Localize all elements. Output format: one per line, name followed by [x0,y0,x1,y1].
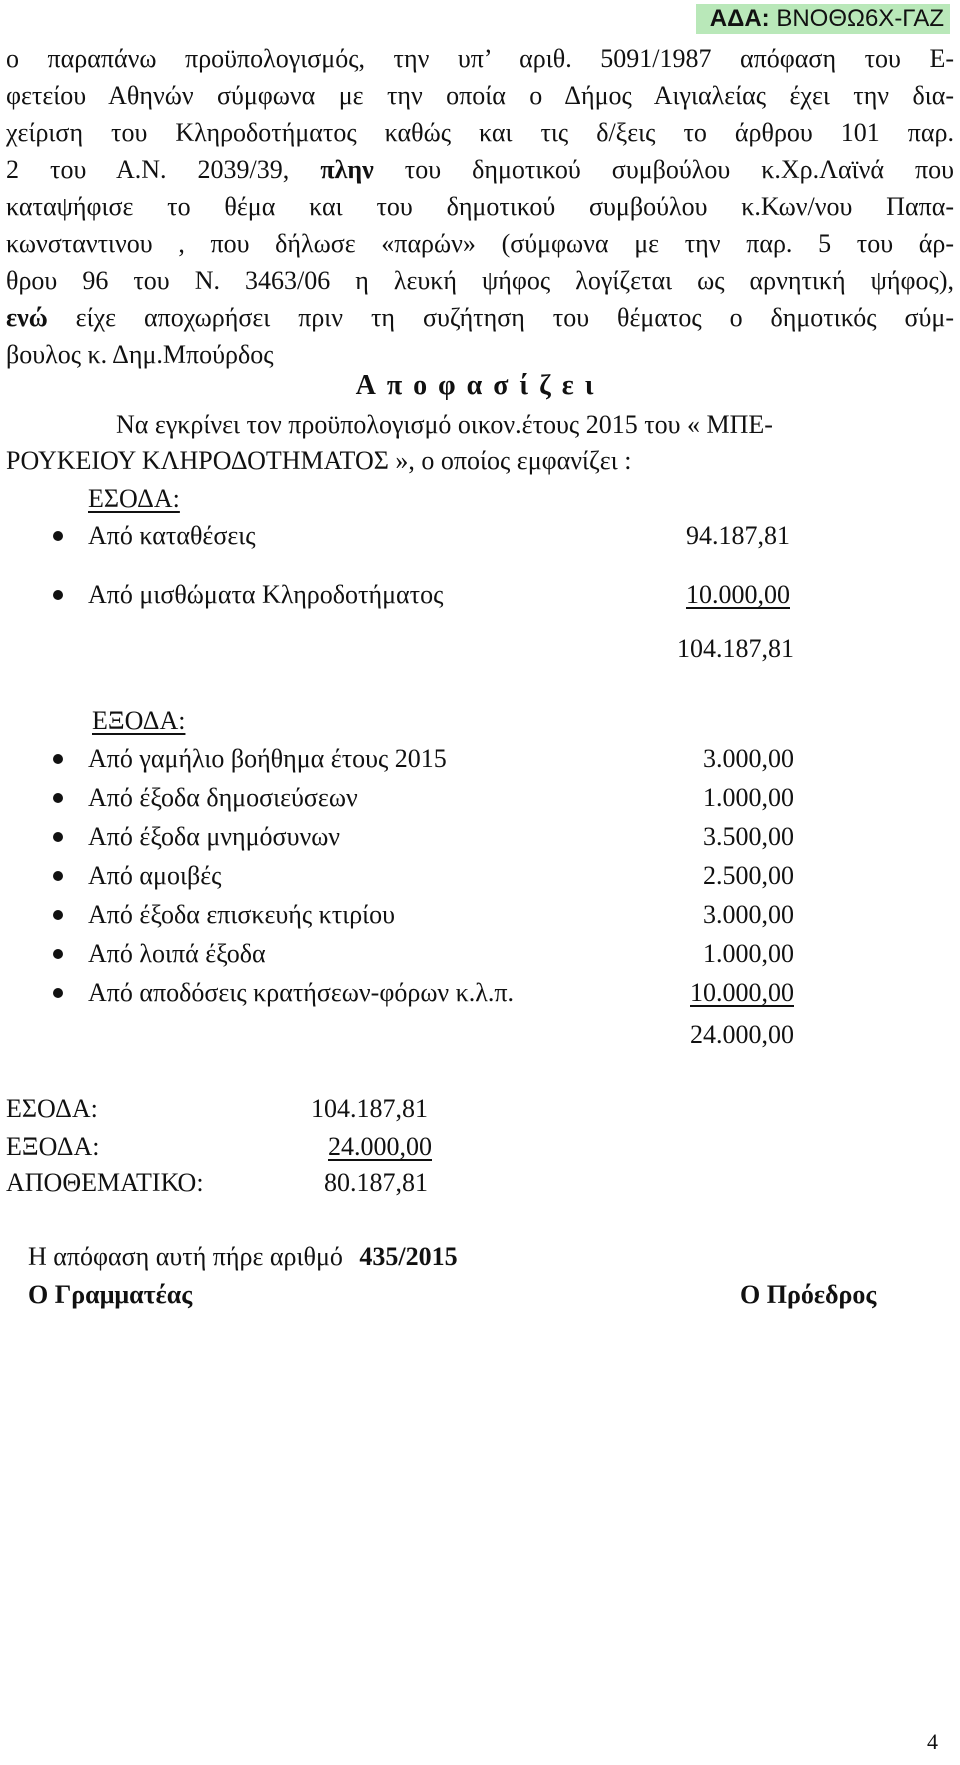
president-signature: Ο Πρόεδρος [740,1280,877,1309]
decision-number-text: Η απόφαση αυτή πήρε αριθμό [28,1242,343,1271]
bullet-icon [53,910,63,920]
expense-item-amount: 2.500,00 [703,861,794,890]
bullet-icon [53,832,63,842]
bold-text: ενώ [6,303,48,332]
approve-line-2: ΡΟΥΚΕΙΟΥ ΚΛΗΡΟΔΟΤΗΜΑΤΟΣ », ο οποίος εμφανίζει : [6,446,632,475]
expense-item-amount: 1.000,00 [703,939,794,968]
ada-code: ΒΝΟΘΩ6Χ-ΓΑΖ [776,5,944,32]
expense-item-amount: 3.000,00 [703,744,794,773]
summary-amount: 24.000,00 [328,1132,432,1161]
income-item-amount: 94.187,81 [686,521,790,550]
income-item-label: Από μισθώματα Κληροδοτήματος [88,580,444,609]
income-item-amount: 10.000,00 [686,580,790,609]
paragraph-line: χείριση του Κληροδοτήματος καθώς και τις δ/ξεις το άρθρου 101 παρ. [6,118,954,147]
bullet-icon [53,793,63,803]
expense-item-label: Από λοιπά έξοδα [88,939,266,968]
expenses-total: 24.000,00 [690,1020,794,1049]
income-total: 104.187,81 [677,634,794,663]
secretary-signature: Ο Γραμματέας [28,1280,193,1309]
paragraph-line: θρου 96 του Ν. 3463/06 η λευκή ψήφος λογίζεται ως αρνητική ψήφος), [6,266,954,295]
paragraph-line: ο παραπάνω προϋπολογισμός, την υπ’ αριθ. 5091/1987 απόφαση του Ε- [6,44,954,73]
bold-text: πλην [320,155,374,184]
page-number: 4 [927,1729,938,1754]
intro-paragraph [6,40,954,373]
ada-stamp [696,4,950,34]
paragraph-line: φετείου Αθηνών σύμφωνα με την οποία ο Δήμος Αιγιαλείας έχει την δια- [6,81,954,110]
bullet-icon [53,871,63,881]
summary-label: ΕΣΟΔΑ: [6,1094,98,1123]
expense-item-amount: 1.000,00 [703,783,794,812]
expense-item-label: Από αποδόσεις κρατήσεων-φόρων κ.λ.π. [88,978,515,1007]
decision-number: 435/2015 [359,1242,458,1271]
income-title: ΕΣΟΔΑ: [88,484,180,513]
expense-item-label: Από έξοδα μνημόσυνων [88,822,341,851]
bullet-icon [53,531,63,541]
bullet-icon [53,949,63,959]
bullet-icon [53,754,63,764]
paragraph-line: ενώ είχε αποχωρήσει πριν τη συζήτηση του θέματος ο δημοτικός σύμ- [6,303,954,332]
summary-label: ΑΠΟΘΕΜΑΤΙΚΟ: [6,1168,204,1197]
ada-label: ΑΔΑ: [709,5,770,32]
bullet-icon [53,590,63,600]
expense-item-label: Από έξοδα δημοσιεύσεων [88,783,358,812]
expenses-title: ΕΞΟΔΑ: [92,706,186,735]
summary-amount: 104.187,81 [311,1094,428,1123]
paragraph-line: βουλος κ. Δημ.Μπούρδος [6,340,274,369]
summary-label: ΕΞΟΔΑ: [6,1132,100,1161]
expense-item-label: Από γαμήλιο βοήθημα έτους 2015 [88,744,447,773]
expense-item-label: Από έξοδα επισκευής κτιρίου [88,900,396,929]
paragraph-line: 2 του Α.Ν. 2039/39, πλην του δημοτικού συμβούλου κ.Χρ.Λαϊνά που [6,155,954,184]
summary-amount: 80.187,81 [324,1168,428,1197]
expense-item-amount: 3.000,00 [703,900,794,929]
expense-item-label: Από αμοιβές [88,861,222,890]
expense-item-amount: 3.500,00 [703,822,794,851]
paragraph-line: κωνσταντινου , που δήλωσε «παρών» (σύμφωνα με την παρ. 5 του άρ- [6,229,954,258]
bullet-icon [53,988,63,998]
expense-item-amount: 10.000,00 [690,978,794,1007]
decision-number-line [28,1242,458,1272]
decision-heading: Αποφασίζει [355,370,605,401]
income-item-label: Από καταθέσεις [88,521,256,550]
approve-line-1: Να εγκρίνει τον προϋπολογισμό οικον.έτους 2015 του « ΜΠΕ- [116,410,773,439]
paragraph-line: καταψήφισε το θέμα και του δημοτικού συμβούλου κ.Κων/νου Παπα- [6,192,954,221]
